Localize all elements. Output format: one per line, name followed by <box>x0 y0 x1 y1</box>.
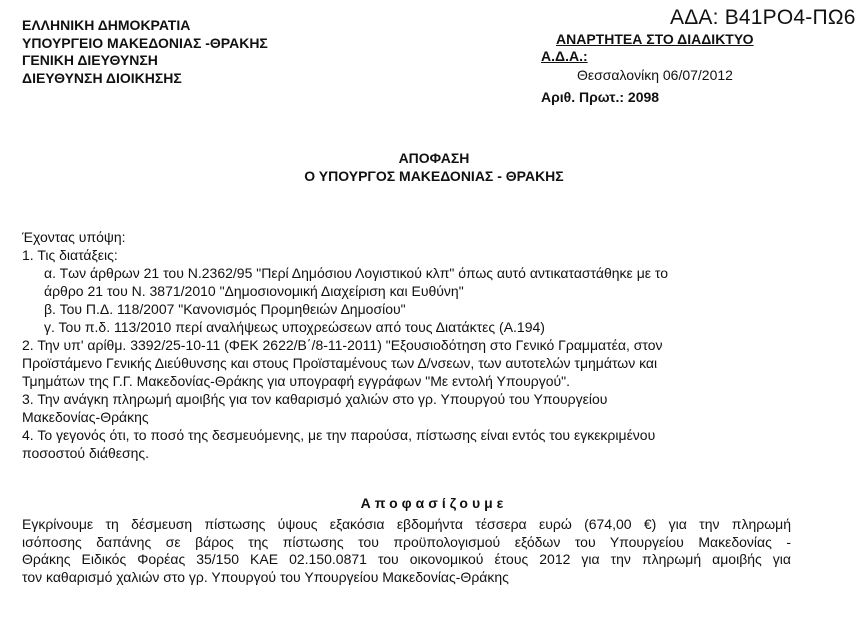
document-title: ΑΠΟΦΑΣΗ <box>398 150 470 166</box>
consideration-1b: β. Του Π.Δ. 118/2007 "Κανονισμός Προμηθειών Δημοσίου" <box>44 301 406 317</box>
consideration-3-line1: 3. Την ανάγκη πληρωμή αμοιβής για τον καθαρισμό χαλιών στο γρ. Υπουργού του Υπουργείου <box>22 391 608 407</box>
authority-line-directorate: ΔΙΕΥΘΥΝΣΗ ΔΙΟΙΚΗΣΗΣ <box>22 69 182 86</box>
issuing-authority-block <box>22 17 268 87</box>
ada-label: Α.Δ.Α.: <box>541 48 588 64</box>
consideration-1a-line2: άρθρο 21 του Ν. 3871/2010 "Δημοσιονομική Διαχείριση και Ευθύνη" <box>44 283 464 299</box>
place-date: Θεσσαλονίκη 06/07/2012 <box>577 67 733 83</box>
decision-line-1: Εγκρίνουμε τη δέσμευση πίστωσης ύψους εξακόσια εβδομήντα τέσσερα ευρώ (674,00 €) για την πληρωμή <box>22 516 791 532</box>
consideration-1: 1. Τις διατάξεις: <box>22 247 118 263</box>
document-subtitle: Ο ΥΠΟΥΡΓΟΣ ΜΑΚΕΔΟΝΙΑΣ - ΘΡΑΚΗΣ <box>304 168 564 184</box>
consideration-1c: γ. Του π.δ. 113/2010 περί αναλήψεως υποχρεώσεων από τους Διατάκτες (Α.194) <box>44 319 545 335</box>
authority-line-general-directorate: ΓΕΝΙΚΗ ΔΙΕΥΘΥΝΣΗ <box>22 52 158 68</box>
decision-heading: Αποφασίζουμε <box>360 495 508 511</box>
decision-line-3: Θράκης Ειδικός Φορέας 35/150 ΚΑΕ 02.150.0871 του οικονομικού έτους 2012 για την πληρωμή αμοιβής για <box>22 551 791 567</box>
consideration-1a-line1: α. Των άρθρων 21 του Ν.2362/95 "Περί Δημόσιου Λογιστικού κλπ" όπως αυτό αντικαταστάθηκε με το <box>44 265 669 281</box>
decision-text <box>22 516 791 586</box>
considerations-intro: Έχοντας υπόψη: <box>22 229 126 245</box>
decision-line-4: τον καθαρισμό χαλιών στο γρ. Υπουργού του Υπουργείου Μακεδονίας-Θράκης <box>22 568 509 585</box>
consideration-2-line2: Προϊστάμενο Γενικής Διεύθυνσης και στους Προϊσταμένους των Δ/νσεων, των αυτοτελών τμημάτων και <box>22 355 658 371</box>
consideration-3-line2: Μακεδονίας-Θράκης <box>22 409 149 425</box>
protocol-number: Αριθ. Πρωτ.: 2098 <box>541 89 660 105</box>
consideration-4-line1: 4. Το γεγονός ότι, το ποσό της δεσμευόμενης, με την παρούσα, πίστωσης είναι εντός του εγκεκριμένου <box>22 427 656 443</box>
authority-line-ministry: ΥΠΟΥΡΓΕΙΟ ΜΑΚΕΔΟΝΙΑΣ -ΘΡΑΚΗΣ <box>22 34 268 51</box>
consideration-4-line2: ποσοστού διάθεσης. <box>22 445 150 461</box>
ada-stamp: ΑΔΑ: Β41ΡΟ4-ΠΩ6 <box>670 6 856 29</box>
consideration-2-line3: Τμημάτων της Γ.Γ. Μακεδονίας-Θράκης για υπογραφή εγγράφων "Με εντολή Υπουργού". <box>22 373 571 389</box>
considerations-section <box>22 228 668 462</box>
authority-line-republic: ΕΛΛΗΝΙΚΗ ΔΗΜΟΚΡΑΤΙΑ <box>22 17 191 33</box>
post-online-label: ΑΝΑΡΤΗΤΕΑ ΣΤΟ ΔΙΑΔΙΚΤΥΟ <box>556 31 754 47</box>
decision-line-2: ισόποσης δαπάνης σε βάρος της πίστωσης του προϋπολογισμού εξόδων του Υπουργείου Μακεδονίας - <box>22 533 791 550</box>
consideration-2-line1: 2. Την υπ' αρίθμ. 3392/25-10-11 (ΦΕΚ 2622/Β΄/8-11-2011) "Εξουσιοδότηση στο Γενικό Γραμματέα, στον <box>22 337 663 353</box>
